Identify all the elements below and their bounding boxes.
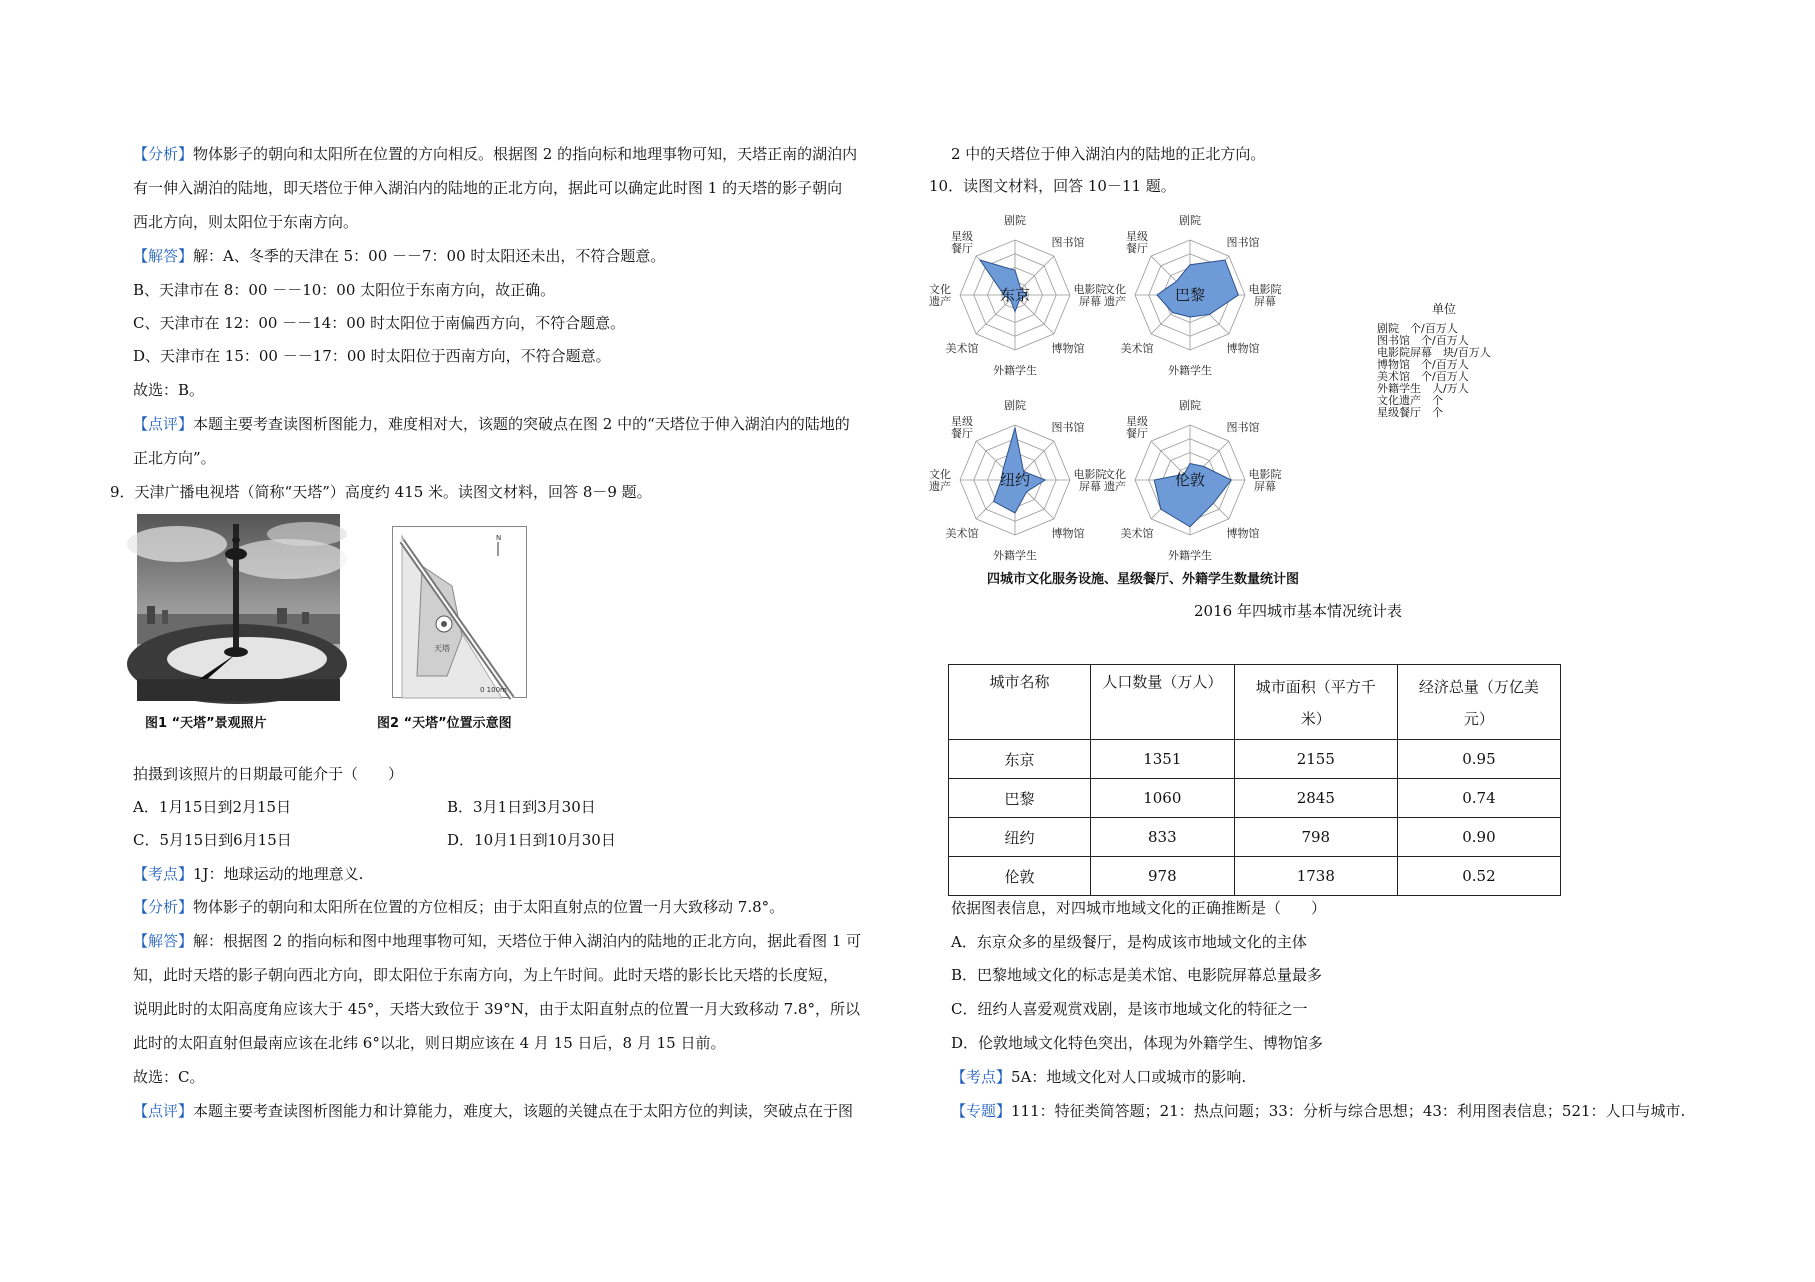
radar-city-label: 东京 bbox=[999, 286, 1031, 304]
q8-review-line-1: 【点评】本题主要考查读图析图能力，难度相对大，该题的突破点在图 2 中的“天塔位于伸入湖泊内的陆地的 bbox=[133, 415, 850, 433]
radar-axis-label: 餐厅 bbox=[950, 241, 973, 255]
q9-review: 【点评】本题主要考查读图析图能力和计算能力，难度大，该题的关键点在于太阳方位的判读，突破点在于图 bbox=[133, 1102, 854, 1120]
legend-row: 外籍学生 人/万人 bbox=[1377, 382, 1469, 395]
scale-label: 0 100m bbox=[480, 686, 507, 694]
table-cell: 978 bbox=[1090, 857, 1234, 896]
q9-answer-line-1: 【解答】解：根据图 2 的指向标和图中地理事物可知，天塔位于伸入湖泊内的陆地的正北方向，据此看图 1 可 bbox=[133, 932, 862, 950]
legend-row: 剧院 个/百万人 bbox=[1377, 322, 1458, 335]
radar-axis-label: 电影院 bbox=[1248, 283, 1282, 296]
q8-review-line-2: 正北方向”。 bbox=[133, 449, 216, 467]
q8-analysis-line-2: 有一伸入湖泊的陆地，即天塔位于伸入湖泊内的陆地的正北方向，据此可以确定此时图 1 的天塔的影子朝向 bbox=[133, 179, 843, 197]
table-header: 城市面积（平方千米） bbox=[1234, 665, 1397, 740]
option-b: B．3月1日到3月30日 bbox=[447, 798, 596, 816]
table-cell: 833 bbox=[1090, 818, 1234, 857]
table-cell: 纽约 bbox=[949, 818, 1091, 857]
q10-option-b: B．巴黎地域文化的标志是美术馆、电影院屏幕总量最多 bbox=[951, 966, 1323, 984]
zhuanti-tag: 【专题】 bbox=[951, 1102, 1012, 1120]
city-stats-table bbox=[948, 664, 1561, 896]
answer-tag: 【解答】 bbox=[133, 932, 194, 950]
table-title: 2016 年四城市基本情况统计表 bbox=[1194, 602, 1402, 620]
q8-answer-line-3: C、天津市在 12：00 －－14：00 时太阳位于南偏西方向，不符合题意。 bbox=[133, 314, 626, 332]
radar-axis-label: 图书馆 bbox=[1051, 420, 1085, 434]
table-cell: 798 bbox=[1234, 818, 1397, 857]
radar-axis-label: 餐厅 bbox=[1125, 426, 1148, 440]
q10-zhuanti: 【专题】111：特征类简答题；21：热点问题；33：分析与综合思想；43：利用图表信息；521：人口与城市. bbox=[951, 1102, 1686, 1120]
legend-row: 电影院屏幕 块/百万人 bbox=[1377, 346, 1491, 359]
radar-axis-label: 剧院 bbox=[1179, 399, 1201, 412]
radar-axis-label: 剧院 bbox=[1179, 214, 1201, 227]
q9-stem: 9．天津广播电视塔（简称“天塔”）高度约 415 米。读图文材料，回答 8－9 题。 bbox=[110, 483, 652, 501]
radar-axis-label: 屏幕 bbox=[1079, 480, 1101, 493]
legend-row: 文化遗产 个 bbox=[1377, 394, 1443, 407]
table-header: 经济总量（万亿美元） bbox=[1397, 665, 1560, 740]
radar-axis-label: 美术馆 bbox=[1120, 342, 1154, 356]
radar-axis-label: 屏幕 bbox=[1254, 295, 1276, 308]
continued-text: 2 中的天塔位于伸入湖泊内的陆地的正北方向。 bbox=[951, 145, 1266, 163]
q8-answer-line-1: 【解答】解：A、冬季的天津在 5：00 －－7：00 时太阳还未出，不符合题意。 bbox=[133, 247, 666, 265]
table-cell: 1351 bbox=[1090, 740, 1234, 779]
radar-axis-label: 遗产 bbox=[929, 295, 951, 308]
radar-axis-label: 博物馆 bbox=[1226, 527, 1260, 541]
option-c: C．5月15日到6月15日 bbox=[133, 831, 292, 849]
radar-caption: 四城市文化服务设施、星级餐厅、外籍学生数量统计图 bbox=[987, 572, 1300, 587]
radar-city-label: 巴黎 bbox=[1174, 286, 1206, 304]
q10-option-a: A．东京众多的星级餐厅，是构成该市地域文化的主体 bbox=[951, 933, 1307, 951]
table-cell: 伦敦 bbox=[949, 857, 1091, 896]
q8-answer-line-5: 故选：B。 bbox=[133, 381, 205, 399]
radar-axis-label: 外籍学生 bbox=[1168, 364, 1212, 377]
legend-row: 星级餐厅 个 bbox=[1377, 406, 1443, 419]
radar-axis-label: 文化 bbox=[929, 283, 951, 296]
radar-axis-label: 外籍学生 bbox=[1168, 549, 1212, 562]
radar-axis-label: 图书馆 bbox=[1226, 420, 1260, 434]
radar-city-label: 纽约 bbox=[999, 471, 1031, 489]
location-map-svg bbox=[392, 526, 527, 698]
table-row bbox=[949, 740, 1561, 779]
table-cell: 0.52 bbox=[1397, 857, 1560, 896]
q9-kaodian: 【考点】1J：地球运动的地理意义. bbox=[133, 865, 364, 883]
radar-chart-svg bbox=[929, 205, 1340, 570]
table-cell: 0.95 bbox=[1397, 740, 1560, 779]
q8-answer-line-2: B、天津市在 8：00 －－10：00 太阳位于东南方向，故正确。 bbox=[133, 281, 556, 299]
q9-answer-line-3: 说明此时的太阳高度角应该大于 45°，天塔大致位于 39°N，由于太阳直射点的位置一月大致移动 7.8°，所以 bbox=[133, 1000, 860, 1018]
table-cell: 0.74 bbox=[1397, 779, 1560, 818]
table-cell: 0.90 bbox=[1397, 818, 1560, 857]
table-row bbox=[949, 818, 1561, 857]
radar-axis-label: 屏幕 bbox=[1079, 295, 1101, 308]
legend-title: 单位 bbox=[1432, 302, 1457, 316]
radar-axis-label: 星级 bbox=[950, 414, 973, 428]
radar-charts bbox=[929, 205, 1340, 570]
q10-question: 依据图表信息，对四城市地域文化的正确推断是（ ） bbox=[951, 899, 1327, 917]
radar-axis-label: 遗产 bbox=[1104, 295, 1126, 308]
legend-row: 美术馆 个/百万人 bbox=[1377, 370, 1469, 383]
radar-axis-label: 餐厅 bbox=[1125, 241, 1148, 255]
radar-axis-label: 星级 bbox=[1125, 229, 1148, 243]
table-cell: 巴黎 bbox=[949, 779, 1091, 818]
radar-axis-label: 博物馆 bbox=[1051, 527, 1085, 541]
option-a: A．1月15日到2月15日 bbox=[133, 798, 292, 816]
q8-analysis-line-3: 西北方向，则太阳位于东南方向。 bbox=[133, 213, 359, 231]
fig2-caption: 图2 “天塔”位置示意图 bbox=[377, 716, 512, 731]
q9-answer-line-5: 故选：C。 bbox=[133, 1068, 205, 1086]
north-label: N bbox=[496, 534, 502, 542]
q9-question: 拍摄到该照片的日期最可能介于（ ） bbox=[133, 765, 404, 783]
table-cell: 2155 bbox=[1234, 740, 1397, 779]
table-cell: 东京 bbox=[949, 740, 1091, 779]
legend-row: 图书馆 个/百万人 bbox=[1377, 334, 1469, 347]
review-tag: 【点评】 bbox=[133, 415, 194, 433]
radar-axis-label: 电影院 bbox=[1073, 283, 1107, 296]
radar-axis-label: 文化 bbox=[1104, 283, 1126, 296]
radar-city-label: 伦敦 bbox=[1174, 471, 1206, 489]
option-d: D．10月1日到10月30日 bbox=[447, 831, 616, 849]
radar-axis-label: 外籍学生 bbox=[993, 364, 1037, 377]
q9-answer-line-4: 此时的太阳直射但最南应该在北纬 6°以北，则日期应该在 4 月 15 日后，8 月 15 日前。 bbox=[133, 1034, 726, 1052]
radar-axis-label: 美术馆 bbox=[945, 527, 979, 541]
tianta-location-map bbox=[392, 526, 527, 698]
table-cell: 1060 bbox=[1090, 779, 1234, 818]
table-cell: 2845 bbox=[1234, 779, 1397, 818]
kaodian-tag: 【考点】 bbox=[951, 1068, 1012, 1086]
table-header: 城市名称 bbox=[949, 665, 1091, 740]
kaodian-tag: 【考点】 bbox=[133, 865, 194, 883]
radar-axis-label: 星级 bbox=[950, 229, 973, 243]
q9-answer-line-2: 知，此时天塔的影子朝向西北方向，即太阳位于东南方向，为上午时间。此时天塔的影长比天塔的长度短， bbox=[133, 966, 839, 984]
radar-axis-label: 图书馆 bbox=[1226, 235, 1260, 249]
q8-answer-line-4: D、天津市在 15：00 －－17：00 时太阳位于西南方向，不符合题意。 bbox=[133, 347, 611, 365]
radar-axis-label: 电影院 bbox=[1073, 468, 1107, 481]
radar-axis-label: 外籍学生 bbox=[993, 549, 1037, 562]
radar-axis-label: 电影院 bbox=[1248, 468, 1282, 481]
q10-option-d: D．伦敦地域文化特色突出，体现为外籍学生、博物馆多 bbox=[951, 1034, 1324, 1052]
tianta-photo bbox=[137, 514, 340, 701]
q10-kaodian: 【考点】5A：地域文化对人口或城市的影响. bbox=[951, 1068, 1247, 1086]
radar-axis-label: 美术馆 bbox=[945, 342, 979, 356]
q10-stem: 10．读图文材料，回答 10－11 题。 bbox=[929, 177, 1176, 195]
analysis-tag: 【分析】 bbox=[133, 145, 194, 163]
q9-analysis: 【分析】物体影子的朝向和太阳所在位置的方位相反；由于太阳直射点的位置一月大致移动 7.8°。 bbox=[133, 898, 785, 916]
legend-row: 博物馆 个/百万人 bbox=[1377, 358, 1469, 371]
radar-axis-label: 美术馆 bbox=[1120, 527, 1154, 541]
radar-axis-label: 星级 bbox=[1125, 414, 1148, 428]
q10-option-c: C．纽约人喜爱观赏戏剧，是该市地域文化的特征之一 bbox=[951, 1000, 1308, 1018]
radar-axis-label: 图书馆 bbox=[1051, 235, 1085, 249]
table-cell: 1738 bbox=[1234, 857, 1397, 896]
radar-axis-label: 遗产 bbox=[1104, 480, 1126, 493]
radar-axis-label: 屏幕 bbox=[1254, 480, 1276, 493]
q8-analysis-line-1: 【分析】物体影子的朝向和太阳所在位置的方向相反。根据图 2 的指向标和地理事物可知，天塔正南的湖泊内 bbox=[133, 145, 858, 163]
radar-axis-label: 博物馆 bbox=[1051, 342, 1085, 356]
table-header-row bbox=[949, 665, 1561, 740]
table-row bbox=[949, 779, 1561, 818]
table-header: 人口数量（万人） bbox=[1090, 665, 1234, 740]
map-tower-label: 天塔 bbox=[434, 644, 450, 653]
review-tag: 【点评】 bbox=[133, 1102, 194, 1120]
radar-axis-label: 剧院 bbox=[1004, 214, 1026, 227]
radar-axis-label: 文化 bbox=[1104, 468, 1126, 481]
radar-legend bbox=[1377, 303, 1491, 419]
analysis-tag: 【分析】 bbox=[133, 898, 194, 916]
table-row bbox=[949, 857, 1561, 896]
radar-axis-label: 剧院 bbox=[1004, 399, 1026, 412]
radar-axis-label: 餐厅 bbox=[950, 426, 973, 440]
radar-axis-label: 文化 bbox=[929, 468, 951, 481]
fig1-caption: 图1 “天塔”景观照片 bbox=[145, 716, 267, 731]
radar-axis-label: 遗产 bbox=[929, 480, 951, 493]
radar-axis-label: 博物馆 bbox=[1226, 342, 1260, 356]
answer-tag: 【解答】 bbox=[133, 247, 194, 265]
tianta-photo-image bbox=[137, 514, 340, 701]
